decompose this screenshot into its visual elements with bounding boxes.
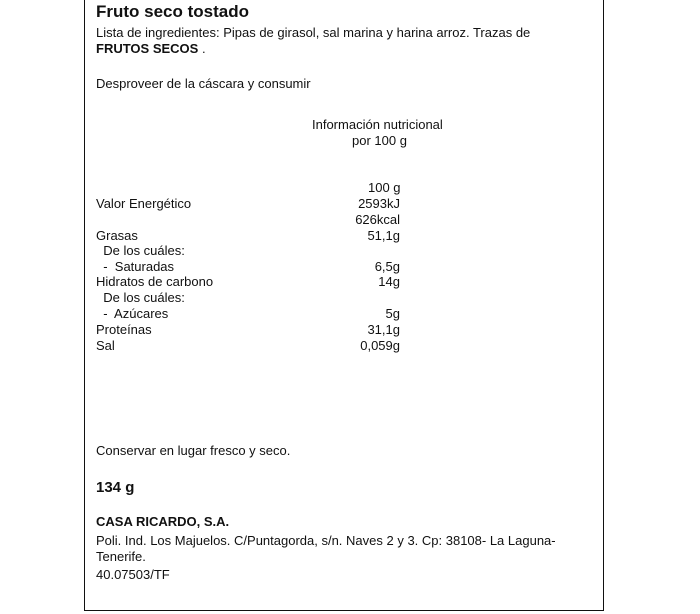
nutrition-row-label: Valor Energético bbox=[96, 196, 192, 211]
nutrition-row-label: - Saturadas bbox=[96, 259, 175, 274]
usage-instructions: Desproveer de la cáscara y consumir bbox=[96, 76, 311, 91]
allergen-line bbox=[96, 41, 206, 56]
nutrition-subheader: por 100 g bbox=[352, 133, 407, 148]
allergen-text: FRUTOS SECOS bbox=[96, 41, 199, 56]
nutrition-row-label: De los cuáles: bbox=[96, 243, 185, 258]
manufacturer-name: CASA RICARDO, S.A. bbox=[96, 514, 230, 529]
allergen-suffix: . bbox=[198, 41, 206, 56]
nutrition-column-header: 100 g bbox=[368, 180, 401, 195]
nutrition-row-value: 626kcal bbox=[355, 212, 400, 227]
nutrition-row-label: Sal bbox=[96, 338, 115, 353]
manufacturer-address: Poli. Ind. Los Majuelos. C/Puntagorda, s/n. Naves 2 y 3. Cp: 38108- La Laguna- bbox=[96, 533, 556, 548]
nutrition-row-value: 2593kJ bbox=[358, 196, 400, 211]
product-name: Fruto seco tostado bbox=[96, 2, 250, 21]
nutrition-row-value: 51,1g bbox=[367, 228, 400, 243]
nutrition-row-value: 5g bbox=[385, 306, 400, 321]
nutrition-row-label: - Azúcares bbox=[96, 306, 169, 321]
nutrition-row-value: 0,059g bbox=[360, 338, 400, 353]
nutrition-row-label: Grasas bbox=[96, 228, 138, 243]
manufacturer-address-cont: Tenerife. bbox=[96, 549, 146, 564]
registry-number: 40.07503/TF bbox=[96, 567, 170, 582]
nutrition-row-value: 6,5g bbox=[374, 259, 400, 274]
net-weight: 134 g bbox=[96, 479, 135, 496]
nutrition-row-label: Hidratos de carbono bbox=[96, 274, 214, 289]
nutrition-row-label: De los cuáles: bbox=[96, 290, 185, 305]
nutrition-row-label: Proteínas bbox=[96, 322, 152, 337]
nutrition-row-value: 31,1g bbox=[367, 322, 400, 337]
ingredients-text: Lista de ingredientes: Pipas de girasol, sal marina y harina arroz. Trazas de bbox=[96, 25, 531, 40]
nutrition-header: Información nutricional bbox=[312, 117, 443, 132]
nutrition-row-value: 14g bbox=[378, 274, 400, 289]
storage-instructions: Conservar en lugar fresco y seco. bbox=[96, 443, 291, 458]
